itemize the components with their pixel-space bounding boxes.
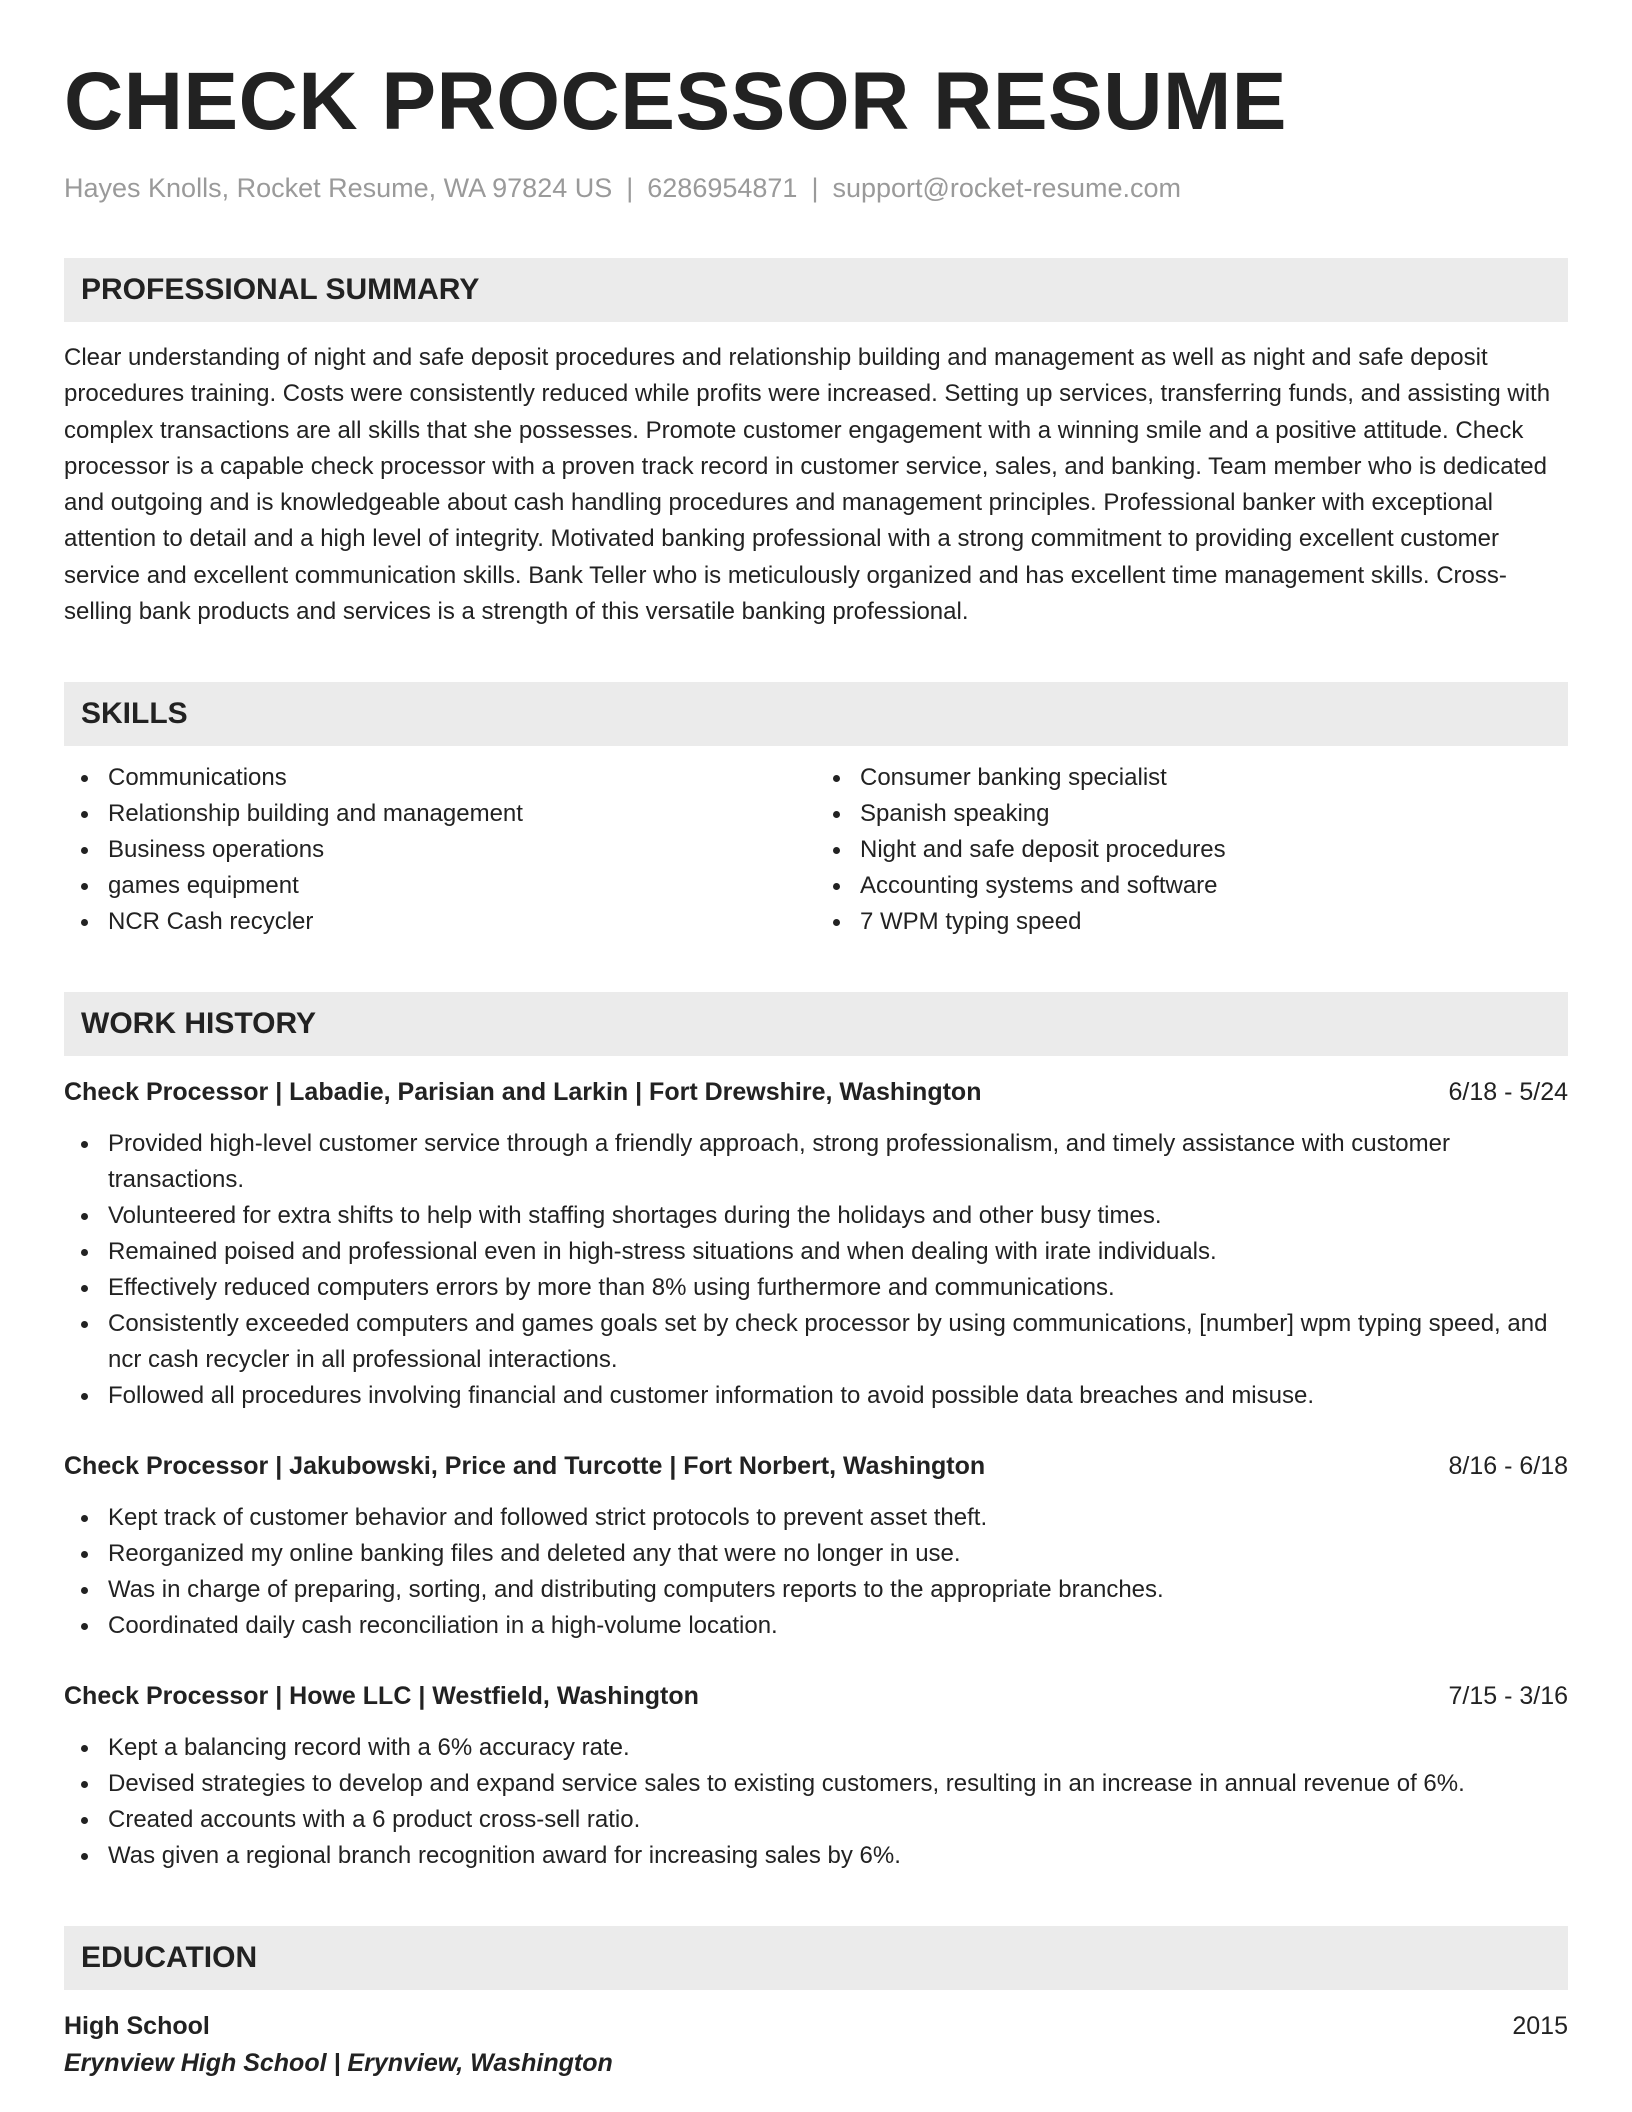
skill-item: Accounting systems and software xyxy=(860,868,1568,904)
work-history-heading: WORK HISTORY xyxy=(64,992,1568,1056)
education-school: Erynview High School | Erynview, Washington xyxy=(64,2049,613,2078)
job-bullet: Devised strategies to develop and expand service sales to existing customers, resulting in an increase in annual revenue of 6%. xyxy=(108,1766,1568,1802)
education-year: 2015 xyxy=(1512,2012,1568,2041)
skill-item: Spanish speaking xyxy=(860,796,1568,832)
job-bullet: Consistently exceeded computers and games goals set by check processor by using communications, [number] wpm typing speed, and ncr cash recycler in all professional interactions. xyxy=(108,1306,1568,1378)
job-title: Check Processor | Howe LLC | Westfield, Washington xyxy=(64,1682,699,1711)
education-heading: EDUCATION xyxy=(64,1926,1568,1990)
job-bullet: Was given a regional branch recognition award for increasing sales by 6%. xyxy=(108,1838,1568,1874)
job-header xyxy=(64,1074,1568,1110)
summary-heading: PROFESSIONAL SUMMARY xyxy=(64,258,1568,322)
education-header xyxy=(64,2008,1568,2044)
contact-phone: 6286954871 xyxy=(647,173,798,203)
job-bullet: Reorganized my online banking files and deleted any that were no longer in use. xyxy=(108,1536,1568,1572)
job-bullet: Kept a balancing record with a 6% accuracy rate. xyxy=(108,1730,1568,1766)
job-title: Check Processor | Jakubowski, Price and Turcotte | Fort Norbert, Washington xyxy=(64,1452,986,1481)
skill-item: Communications xyxy=(108,760,816,796)
job-dates: 7/15 - 3/16 xyxy=(1448,1682,1568,1711)
skill-item: games equipment xyxy=(108,868,816,904)
skill-item: Relationship building and management xyxy=(108,796,816,832)
skills-list xyxy=(64,760,1568,940)
job-bullet: Effectively reduced computers errors by more than 8% using furthermore and communications. xyxy=(108,1270,1568,1306)
skills-column-left xyxy=(64,760,816,940)
job-bullet: Followed all procedures involving financial and customer information to avoid possible data breaches and misuse. xyxy=(108,1378,1568,1414)
skill-item: NCR Cash recycler xyxy=(108,904,816,940)
summary-text: Clear understanding of night and safe deposit procedures and relationship building and management as well as night and safe deposit procedures training. Costs were consistently reduced while profits were increased. Setting up services, transferring funds, and assisting with complex transactions are all skills that she possesses. Promote customer engagement with a winning smile and a positive attitude. Check processor is a capable check processor with a proven track record in customer service, sales, and banking. Team member who is dedicated and outgoing and is knowledgeable about cash handling procedures and management principles. Professional banker with exceptional attention to detail and a high level of integrity. Motivated banking professional with a strong commitment to providing excellent customer service and excellent communication skills. Bank Teller who is meticulously organized and has excellent time management skills. Cross-selling bank products and services is a strength of this versatile banking professional. xyxy=(64,344,1551,626)
job-bullets xyxy=(64,1730,1568,1874)
skill-item: Night and safe deposit procedures xyxy=(860,832,1568,868)
job-dates: 8/16 - 6/18 xyxy=(1448,1452,1568,1481)
skill-item: 7 WPM typing speed xyxy=(860,904,1568,940)
job-bullet: Created accounts with a 6 product cross-sell ratio. xyxy=(108,1802,1568,1838)
job-header xyxy=(64,1448,1568,1484)
job-bullets xyxy=(64,1500,1568,1644)
job-bullet: Was in charge of preparing, sorting, and distributing computers reports to the appropriate branches. xyxy=(108,1572,1568,1608)
skills-heading: SKILLS xyxy=(64,682,1568,746)
skills-column-right xyxy=(816,760,1568,940)
job-entry xyxy=(64,1074,1568,1414)
job-bullet: Coordinated daily cash reconciliation in a high-volume location. xyxy=(108,1608,1568,1644)
job-bullet: Provided high-level customer service through a friendly approach, strong professionalism, and timely assistance with customer transactions. xyxy=(108,1126,1568,1198)
contact-separator: | xyxy=(811,173,819,203)
contact-address: Hayes Knolls, Rocket Resume, WA 97824 US xyxy=(64,173,613,203)
job-bullet: Kept track of customer behavior and followed strict protocols to prevent asset theft. xyxy=(108,1500,1568,1536)
job-dates: 6/18 - 5/24 xyxy=(1448,1078,1568,1107)
contact-separator: | xyxy=(626,173,634,203)
job-bullet: Volunteered for extra shifts to help with staffing shortages during the holidays and other busy times. xyxy=(108,1198,1568,1234)
job-title: Check Processor | Labadie, Parisian and Larkin | Fort Drewshire, Washington xyxy=(64,1078,982,1107)
education-degree: High School xyxy=(64,2012,210,2041)
job-bullets xyxy=(64,1126,1568,1414)
job-header xyxy=(64,1678,1568,1714)
contact-email: support@rocket-resume.com xyxy=(832,173,1181,203)
job-entry xyxy=(64,1678,1568,1874)
skill-item: Business operations xyxy=(108,832,816,868)
resume-title: CHECK PROCESSOR RESUME xyxy=(64,56,1287,147)
skill-item: Consumer banking specialist xyxy=(860,760,1568,796)
job-bullet: Remained poised and professional even in high-stress situations and when dealing with irate individuals. xyxy=(108,1234,1568,1270)
job-entry xyxy=(64,1448,1568,1644)
contact-line xyxy=(64,168,1568,208)
